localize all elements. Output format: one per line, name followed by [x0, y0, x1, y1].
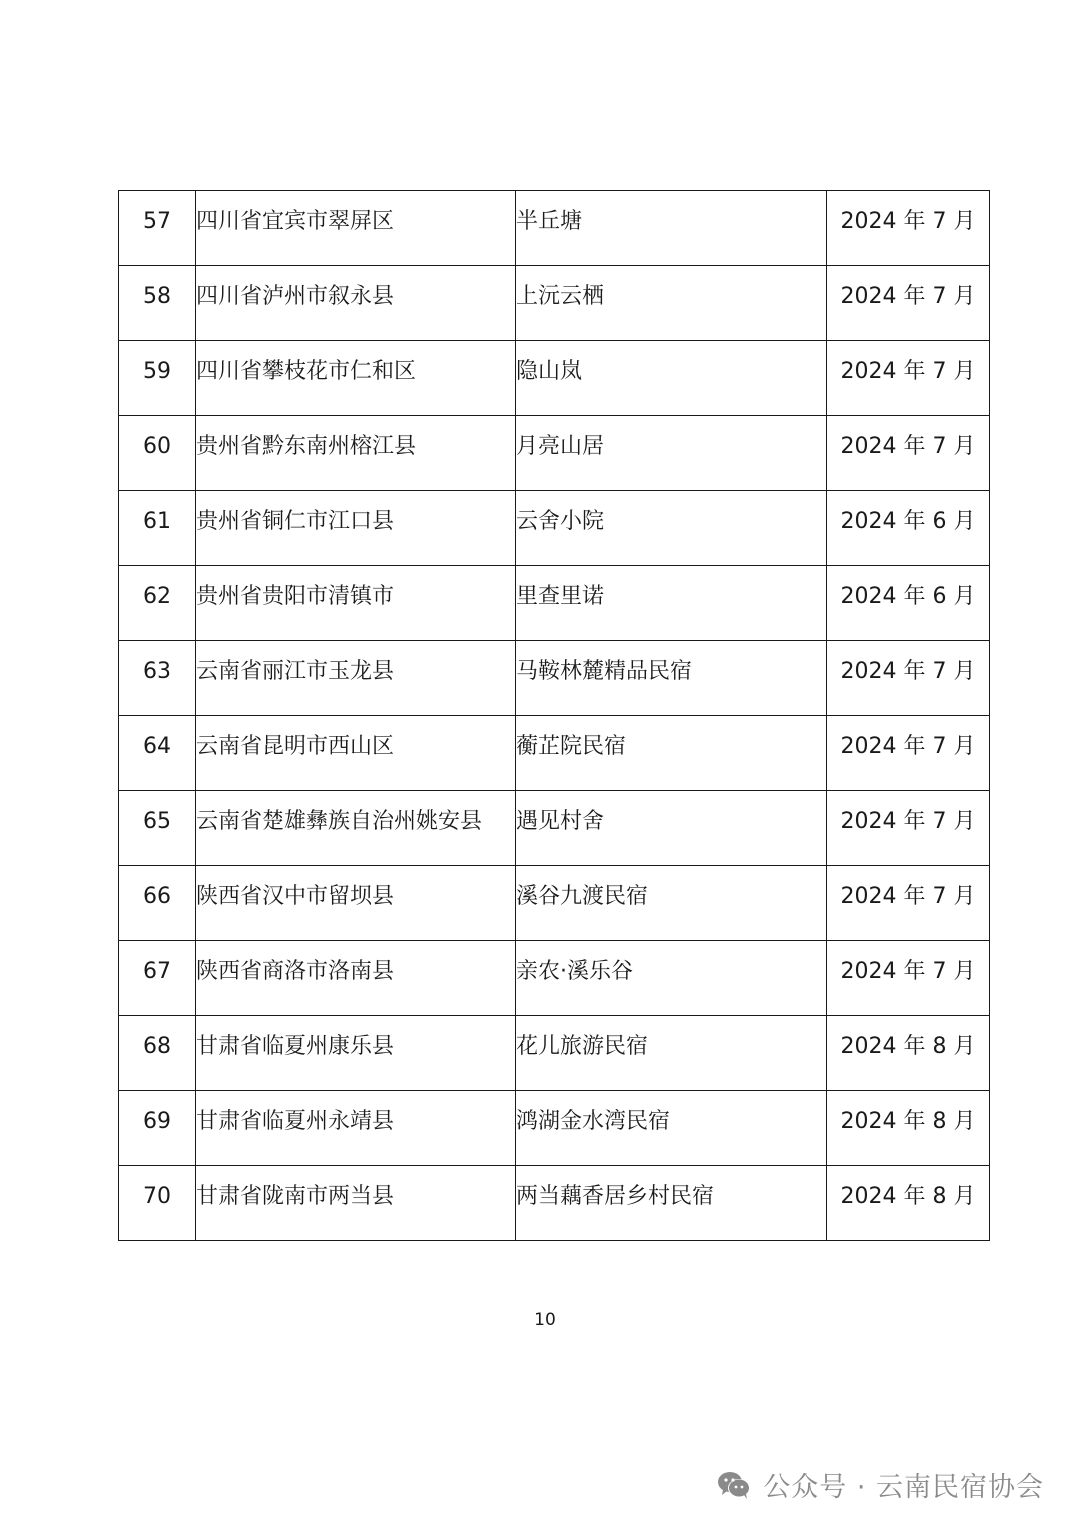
date-cell: 2024 年 7 月 [827, 191, 990, 266]
table-row [119, 341, 990, 416]
date-cell: 2024 年 7 月 [827, 341, 990, 416]
region-cell: 贵州省铜仁市江口县 [196, 491, 516, 566]
region-cell: 甘肃省临夏州康乐县 [196, 1016, 516, 1091]
homestay-name-cell: 马鞍林麓精品民宿 [516, 641, 827, 716]
homestay-name-cell: 溪谷九渡民宿 [516, 866, 827, 941]
date-cell: 2024 年 7 月 [827, 941, 990, 1016]
wechat-icon [717, 1470, 751, 1500]
wechat-watermark [717, 1465, 1044, 1504]
row-number-cell: 65 [119, 791, 196, 866]
homestay-name-cell: 亲农·溪乐谷 [516, 941, 827, 1016]
row-number-cell: 62 [119, 566, 196, 641]
region-cell: 四川省攀枝花市仁和区 [196, 341, 516, 416]
date-cell: 2024 年 7 月 [827, 416, 990, 491]
date-cell: 2024 年 8 月 [827, 1166, 990, 1241]
region-cell: 四川省泸州市叙永县 [196, 266, 516, 341]
row-number-cell: 64 [119, 716, 196, 791]
homestay-name-cell: 鸿湖金水湾民宿 [516, 1091, 827, 1166]
row-number-cell: 69 [119, 1091, 196, 1166]
region-cell: 甘肃省临夏州永靖县 [196, 1091, 516, 1166]
row-number-cell: 58 [119, 266, 196, 341]
homestay-name-cell: 里查里诺 [516, 566, 827, 641]
date-cell: 2024 年 6 月 [827, 566, 990, 641]
region-cell: 贵州省贵阳市清镇市 [196, 566, 516, 641]
date-cell: 2024 年 7 月 [827, 716, 990, 791]
table-row [119, 191, 990, 266]
region-cell: 陕西省商洛市洛南县 [196, 941, 516, 1016]
homestay-name-cell: 半丘塘 [516, 191, 827, 266]
homestay-name-cell: 蘅芷院民宿 [516, 716, 827, 791]
date-cell: 2024 年 7 月 [827, 641, 990, 716]
homestay-name-cell: 两当藕香居乡村民宿 [516, 1166, 827, 1241]
region-cell: 云南省楚雄彝族自治州姚安县 [196, 791, 516, 866]
table-body [119, 191, 990, 1241]
homestay-name-cell: 隐山岚 [516, 341, 827, 416]
region-cell: 甘肃省陇南市两当县 [196, 1166, 516, 1241]
homestay-name-cell: 花儿旅游民宿 [516, 1016, 827, 1091]
table-row [119, 791, 990, 866]
date-cell: 2024 年 7 月 [827, 266, 990, 341]
region-cell: 陕西省汉中市留坝县 [196, 866, 516, 941]
table-row [119, 491, 990, 566]
table-row [119, 716, 990, 791]
homestay-name-cell: 上沅云栖 [516, 266, 827, 341]
table-row [119, 1016, 990, 1091]
table-row [119, 641, 990, 716]
page-number: 10 [534, 1310, 556, 1330]
homestay-name-cell: 遇见村舍 [516, 791, 827, 866]
homestay-list-table [118, 190, 990, 1241]
table-row [119, 1091, 990, 1166]
date-cell: 2024 年 7 月 [827, 866, 990, 941]
row-number-cell: 63 [119, 641, 196, 716]
date-cell: 2024 年 8 月 [827, 1016, 990, 1091]
region-cell: 云南省丽江市玉龙县 [196, 641, 516, 716]
region-cell: 云南省昆明市西山区 [196, 716, 516, 791]
homestay-name-cell: 云舍小院 [516, 491, 827, 566]
table-row [119, 1166, 990, 1241]
row-number-cell: 70 [119, 1166, 196, 1241]
date-cell: 2024 年 7 月 [827, 791, 990, 866]
row-number-cell: 61 [119, 491, 196, 566]
table-row [119, 266, 990, 341]
watermark-text: 公众号 · 云南民宿协会 [763, 1472, 1044, 1503]
table-row [119, 941, 990, 1016]
table-row [119, 566, 990, 641]
table-row [119, 866, 990, 941]
table-row [119, 416, 990, 491]
date-cell: 2024 年 6 月 [827, 491, 990, 566]
row-number-cell: 68 [119, 1016, 196, 1091]
row-number-cell: 60 [119, 416, 196, 491]
row-number-cell: 59 [119, 341, 196, 416]
date-cell: 2024 年 8 月 [827, 1091, 990, 1166]
row-number-cell: 66 [119, 866, 196, 941]
region-cell: 四川省宜宾市翠屏区 [196, 191, 516, 266]
region-cell: 贵州省黔东南州榕江县 [196, 416, 516, 491]
homestay-name-cell: 月亮山居 [516, 416, 827, 491]
row-number-cell: 67 [119, 941, 196, 1016]
row-number-cell: 57 [119, 191, 196, 266]
